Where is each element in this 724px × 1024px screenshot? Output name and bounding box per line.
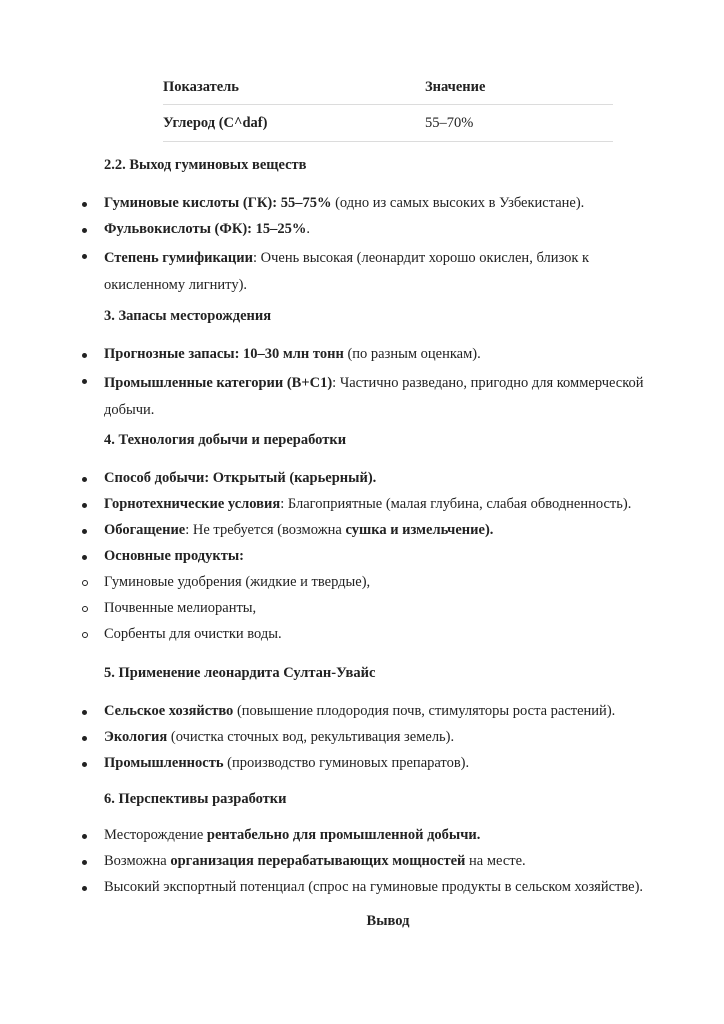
item-bold: Прогнозные запасы [104, 346, 235, 362]
section-heading-application: 5. Применение леонардита Султан-Увайс [104, 665, 376, 681]
item-text: : Благоприятные (малая глубина, слабая обводненность). [280, 496, 632, 512]
bullet-icon [82, 860, 87, 865]
sub-list-item [0, 624, 644, 650]
list-item [0, 701, 644, 727]
bullet-icon [82, 379, 87, 384]
item-text: добычи. [104, 402, 155, 418]
table-row [163, 105, 613, 142]
bullet-icon [82, 503, 87, 508]
item-bold: Гуминовые кислоты (ГК) [104, 195, 273, 211]
list-item [0, 727, 644, 753]
bullet-icon [82, 555, 87, 560]
bullet-icon [82, 736, 87, 741]
item-text: (повышение плодородия почв, стимуляторы роста растений). [233, 703, 616, 719]
section-heading-reserves: 3. Запасы месторождения [104, 308, 272, 324]
prospects-list [0, 825, 724, 903]
list-item [0, 219, 644, 245]
item-text: (производство гуминовых препаратов). [223, 755, 470, 771]
table-header-row [163, 70, 613, 105]
item-bold: Способ добычи [104, 470, 205, 486]
item-bold: Горнотехнические условия [104, 496, 281, 512]
item-text: Почвенные мелиоранты, [104, 600, 257, 616]
item-text: : Очень высокая (леонардит хорошо окислен, близок к [253, 250, 590, 266]
item-text: . [476, 827, 481, 843]
item-text: (одно из самых высоких в Узбекистане). [331, 195, 585, 211]
item-bold: Промышленность [104, 755, 224, 771]
bullet-icon [82, 254, 87, 259]
bullet-icon [82, 762, 87, 767]
bullet-icon [82, 710, 87, 715]
item-text: окисленному лигниту). [104, 277, 248, 293]
item-bold: Сельское хозяйство [104, 703, 234, 719]
item-text: Гуминовые удобрения (жидкие и твердые), [104, 574, 371, 590]
item-text: : Частично разведано, пригодно для коммерческой [332, 375, 644, 391]
item-bold: рентабельно для промышленной добычи [206, 827, 477, 843]
bullet-icon [82, 477, 87, 482]
item-bold: Фульвокислоты (ФК): 15–25% [104, 221, 307, 237]
list-item [0, 494, 644, 520]
circle-bullet-icon [82, 632, 88, 638]
table-header-cell: Значение [425, 78, 486, 95]
item-bold: сушка и измельчение [345, 522, 485, 538]
table-cell-value: 55–70% [425, 114, 474, 131]
item-text: Возможна [104, 853, 171, 869]
list-item [0, 468, 644, 494]
item-text: : [239, 548, 245, 564]
item-text: на месте. [465, 853, 526, 869]
section-heading-tech: 4. Технология добычи и переработки [104, 432, 347, 448]
list-item [0, 193, 644, 219]
sub-list-item [0, 598, 644, 624]
item-bold: Степень гумификации [104, 250, 253, 266]
item-bold: Обогащение [104, 522, 186, 538]
list-item [0, 370, 644, 424]
item-bold: Экология [104, 729, 168, 745]
item-bold: : Открытый (карьерный). [204, 470, 377, 486]
item-text: (по разным оценкам). [343, 346, 481, 362]
tech-list [0, 468, 724, 650]
list-item [0, 825, 644, 851]
item-bold: : 10–30 млн тонн [234, 346, 344, 362]
list-item [0, 344, 644, 370]
item-text: . [306, 221, 310, 237]
item-text: ). [484, 522, 494, 538]
section-heading-humic: 2.2. Выход гуминовых веществ [104, 157, 307, 173]
list-item [0, 753, 644, 779]
list-item [0, 877, 644, 903]
section-heading-prospects: 6. Перспективы разработки [104, 791, 287, 807]
item-text: Высокий экспортный потенциал (спрос на гуминовые продукты в сельском хозяйстве). [104, 879, 644, 895]
properties-table [163, 70, 613, 142]
humic-list [0, 193, 724, 299]
bullet-icon [82, 202, 87, 207]
bullet-icon [82, 834, 87, 839]
bullet-icon [82, 886, 87, 891]
list-item [0, 245, 644, 299]
application-list [0, 701, 724, 779]
list-item [0, 851, 644, 877]
reserves-list [0, 344, 724, 424]
circle-bullet-icon [82, 606, 88, 612]
item-bold: Промышленные категории (В+С1) [104, 375, 333, 391]
bullet-icon [82, 529, 87, 534]
conclusion-heading: Вывод [366, 913, 410, 929]
bullet-icon [82, 228, 87, 233]
item-bold: Основные продукты [104, 548, 240, 564]
table-cell-label: Углерод (С^daf) [163, 114, 268, 131]
item-text: : Не требуется (возможна [185, 522, 346, 538]
list-item [0, 520, 644, 546]
item-bold: : 55–75% [272, 195, 332, 211]
sub-list-item [0, 572, 644, 598]
bullet-icon [82, 353, 87, 358]
item-text: (очистка сточных вод, рекультивация земель). [167, 729, 455, 745]
item-bold: организация перерабатывающих мощностей [170, 853, 466, 869]
circle-bullet-icon [82, 580, 88, 586]
item-text: Сорбенты для очистки воды. [104, 626, 282, 642]
item-text: Месторождение [104, 827, 207, 843]
table-header-cell: Показатель [163, 78, 239, 95]
list-item [0, 546, 644, 572]
